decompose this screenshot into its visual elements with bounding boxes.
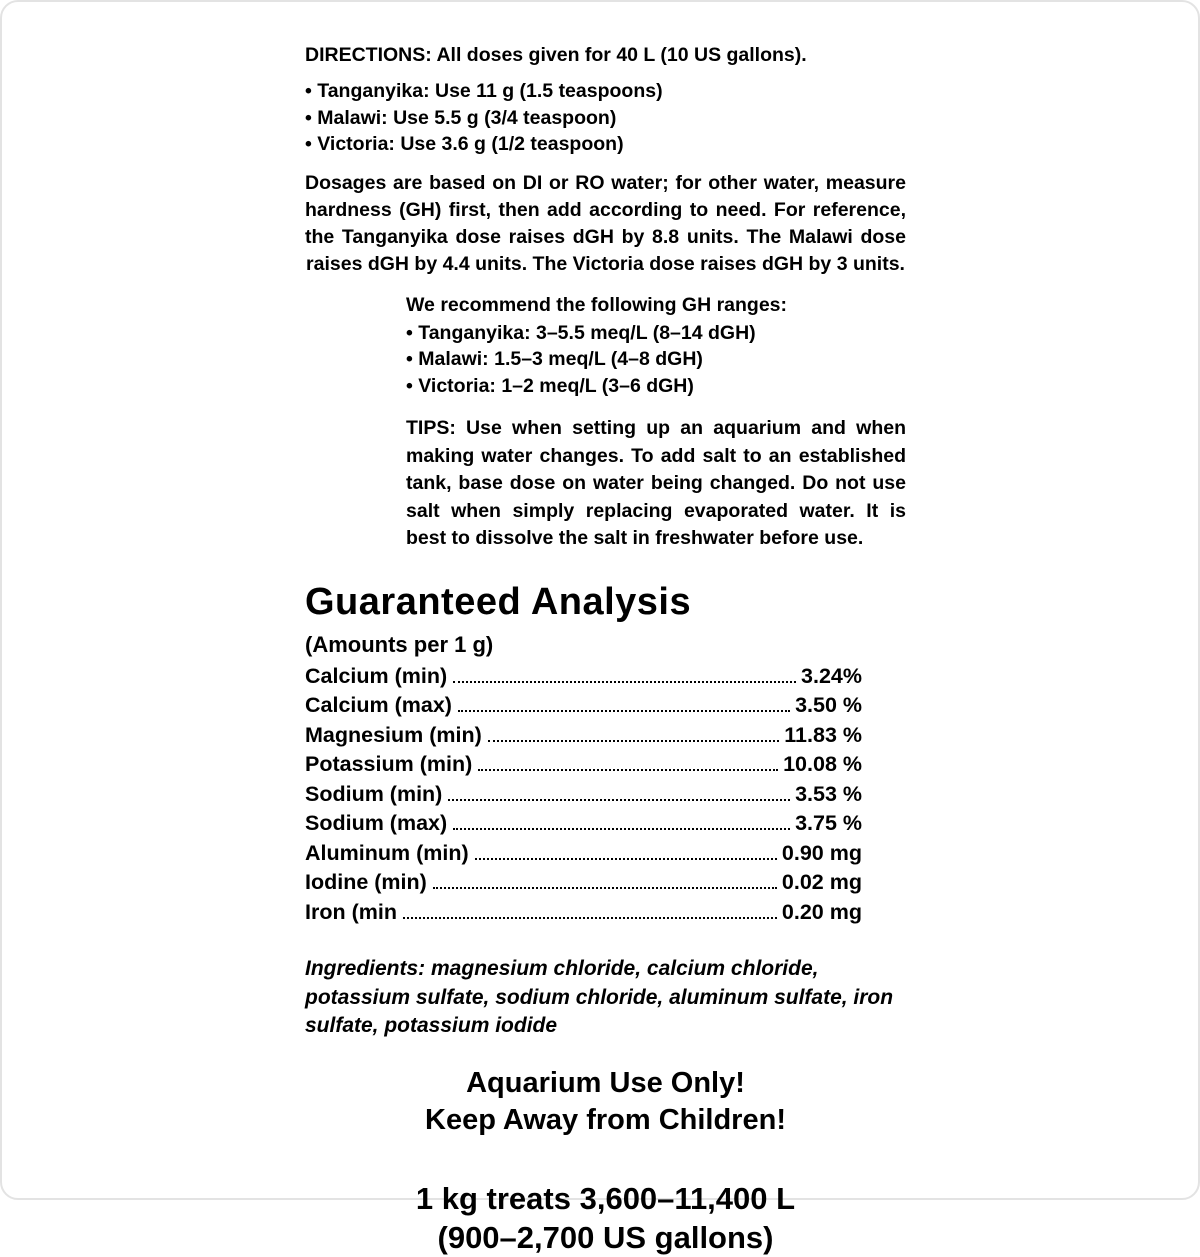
analysis-row-value: 0.20 mg	[781, 899, 862, 924]
analysis-row-name: Sodium (max)	[305, 811, 448, 835]
dotted-leader	[478, 769, 778, 771]
analysis-row-calcium-max	[305, 691, 862, 721]
analysis-row-potassium-min	[305, 750, 862, 780]
dose-item-malawi: • Malawi: Use 5.5 g (3/4 teaspoon)	[305, 106, 617, 129]
dotted-leader	[475, 858, 777, 860]
guaranteed-analysis-heading: Guaranteed Analysis	[305, 580, 692, 623]
gh-range-victoria: • Victoria: 1–2 meq/L (3–6 dGH)	[406, 374, 694, 397]
warnings-block	[305, 1065, 906, 1139]
analysis-row-value: 0.90 mg	[781, 840, 862, 865]
analysis-row-name: Calcium (max)	[305, 693, 452, 717]
dose-item-victoria: • Victoria: Use 3.6 g (1/2 teaspoon)	[305, 133, 624, 155]
dose-list	[305, 78, 906, 158]
analysis-row-name: Iron (min	[305, 899, 397, 924]
capacity-block	[305, 1179, 906, 1257]
warning-aquarium-use: Aquarium Use Only!	[466, 1066, 745, 1099]
analysis-subheading: (Amounts per 1 g)	[305, 631, 494, 657]
directions-heading: DIRECTIONS: All doses given for 40 L (10 US gallons).	[305, 44, 807, 66]
dotted-leader	[433, 887, 777, 889]
capacity-liters: 1 kg treats 3,600–11,400 L	[415, 1180, 796, 1216]
analysis-row-value: 3.53 %	[795, 781, 862, 806]
dotted-leader	[453, 828, 790, 830]
dotted-leader	[488, 740, 779, 742]
capacity-gallons: (900–2,700 US gallons)	[437, 1219, 774, 1255]
dotted-leader	[453, 681, 796, 683]
ingredients-paragraph: Ingredients: magnesium chloride, calcium chloride, potassium sulfate, sodium chloride, aluminum sulfate, iron sulfate, potassium iodide	[305, 957, 894, 1037]
analysis-row-name: Potassium (min)	[305, 752, 473, 776]
analysis-table	[305, 662, 862, 928]
analysis-row-iron-min	[305, 898, 862, 928]
analysis-row-calcium-min	[305, 662, 862, 692]
analysis-row-aluminum-min	[305, 839, 862, 869]
tips-paragraph: TIPS: Use when setting up an aquarium and when making water changes. To add salt to an established tank, base dose on water being changed. Do not use salt when simply replacing evaporated water. It is best to dissolve the salt in freshwater before use.	[406, 417, 906, 549]
analysis-row-magnesium-min	[305, 721, 862, 751]
dotted-leader	[448, 799, 790, 801]
analysis-row-name: Aluminum (min)	[305, 840, 469, 865]
gh-range-tanganyika: • Tanganyika: 3–5.5 meq/L (8–14 dGH)	[406, 321, 756, 344]
analysis-row-value: 3.24%	[801, 663, 862, 688]
gh-range-malawi: • Malawi: 1.5–3 meq/L (4–8 dGH)	[406, 348, 703, 370]
analysis-row-name: Sodium (min)	[305, 781, 443, 806]
analysis-row-value: 3.75 %	[795, 811, 862, 835]
warning-keep-away: Keep Away from Children!	[425, 1103, 786, 1136]
analysis-row-name: Iodine (min)	[305, 870, 427, 894]
dosage-note: Dosages are based on DI or RO water; for other water, measure hardness (GH) first, then add according to need. For reference, the Tanganyika dose raises dGH by 8.8 units. The Malawi dose raises dGH by 4.4 units. The Victoria dose raises dGH by 3 units.	[305, 171, 906, 275]
gh-ranges-heading: We recommend the following GH ranges:	[406, 293, 788, 316]
analysis-row-sodium-min	[305, 780, 862, 810]
gh-ranges-block	[406, 292, 906, 553]
analysis-row-value: 11.83 %	[784, 722, 862, 747]
analysis-row-value: 3.50 %	[795, 693, 862, 717]
analysis-row-value: 0.02 mg	[781, 870, 862, 894]
dose-item-tanganyika: • Tanganyika: Use 11 g (1.5 teaspoons)	[305, 80, 663, 102]
dotted-leader	[458, 710, 790, 712]
dotted-leader	[403, 917, 777, 919]
analysis-row-iodine-min	[305, 868, 862, 898]
label-content	[305, 42, 906, 1257]
analysis-row-name: Magnesium (min)	[305, 722, 482, 747]
analysis-row-sodium-max	[305, 809, 862, 839]
analysis-row-value: 10.08 %	[783, 752, 862, 776]
analysis-row-name: Calcium (min)	[305, 663, 448, 688]
